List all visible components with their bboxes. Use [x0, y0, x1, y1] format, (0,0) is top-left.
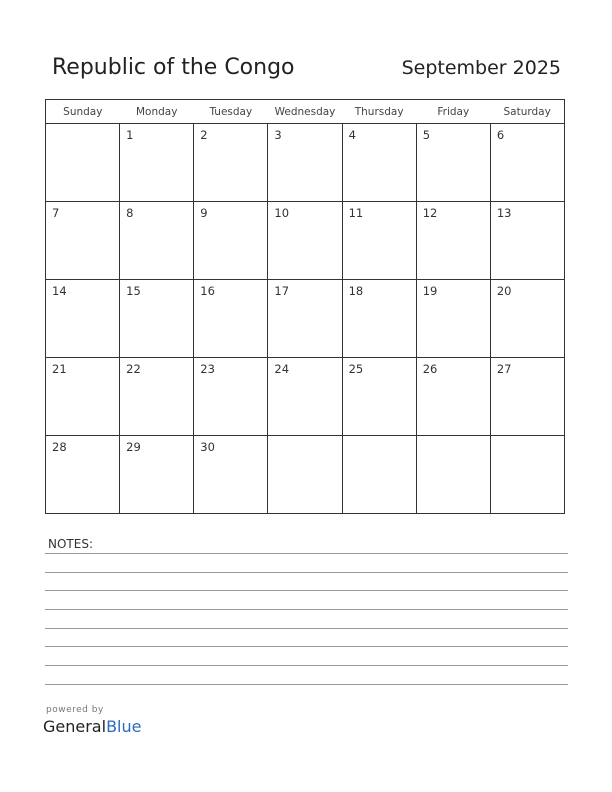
- day-number: 8: [126, 206, 134, 220]
- day-cell: [46, 436, 120, 514]
- day-cell: [120, 436, 194, 514]
- brand-logo: [43, 717, 141, 736]
- powered-by-text: powered by: [46, 705, 104, 715]
- day-cell: [342, 124, 416, 202]
- day-cell: [416, 124, 490, 202]
- day-cell: [490, 358, 564, 436]
- day-cell: [46, 202, 120, 280]
- day-number: 13: [496, 206, 512, 220]
- weekday-header: Sunday: [46, 100, 120, 124]
- day-cell: [416, 358, 490, 436]
- day-number: 21: [52, 362, 67, 376]
- calendar-grid: [45, 99, 565, 514]
- weekday-header: Wednesday: [268, 100, 342, 124]
- day-number: 4: [348, 128, 356, 142]
- day-number: 3: [274, 128, 282, 142]
- day-cell: [120, 124, 194, 202]
- day-number: [268, 436, 341, 440]
- day-cell: [268, 124, 342, 202]
- day-number: [343, 436, 416, 440]
- day-cell: [46, 280, 120, 358]
- notes-line: [45, 646, 568, 647]
- day-number: 23: [200, 362, 215, 376]
- day-cell: [194, 358, 268, 436]
- day-number: 7: [52, 206, 60, 220]
- day-number: 22: [126, 362, 141, 376]
- day-number: 29: [126, 440, 141, 454]
- day-cell: [342, 202, 416, 280]
- day-number: 2: [200, 128, 208, 142]
- week-row: [46, 358, 565, 436]
- week-row: [46, 202, 565, 280]
- day-number: 5: [422, 128, 431, 142]
- day-cell: [46, 358, 120, 436]
- day-number: [417, 436, 490, 440]
- day-cell: [342, 436, 416, 514]
- notes-line: [45, 609, 568, 610]
- day-cell: [268, 358, 342, 436]
- notes-line: [45, 590, 568, 591]
- day-number: 17: [274, 284, 290, 298]
- week-row: [46, 280, 565, 358]
- day-number: [46, 124, 119, 128]
- country-title: Republic of the Congo: [52, 55, 295, 80]
- day-number: 9: [200, 206, 208, 220]
- week-row: [46, 436, 565, 514]
- weekday-header: Friday: [416, 100, 490, 124]
- day-cell: [490, 124, 564, 202]
- day-number: 18: [348, 284, 364, 298]
- day-number: 16: [200, 284, 215, 298]
- day-cell: [268, 436, 342, 514]
- weekday-header: Thursday: [342, 100, 416, 124]
- day-number: 25: [348, 362, 364, 376]
- brand-general: General: [43, 717, 107, 736]
- day-number: 11: [348, 206, 364, 220]
- day-cell: [194, 124, 268, 202]
- day-number: [491, 436, 564, 440]
- day-cell: [194, 202, 268, 280]
- day-number: 24: [274, 362, 290, 376]
- day-number: 26: [422, 362, 438, 376]
- day-number: 19: [422, 284, 438, 298]
- notes-line: [45, 665, 568, 666]
- day-cell: [416, 436, 490, 514]
- day-number: 10: [274, 206, 290, 220]
- weekday-header: Tuesday: [194, 100, 268, 124]
- day-cell: [268, 202, 342, 280]
- day-number: 27: [496, 362, 512, 376]
- notes-label: NOTES:: [48, 537, 93, 551]
- day-number: 30: [200, 440, 215, 454]
- day-cell: [490, 280, 564, 358]
- brand-blue: Blue: [106, 717, 142, 736]
- notes-line: [45, 553, 568, 554]
- notes-line: [45, 572, 568, 573]
- day-cell: [342, 280, 416, 358]
- day-cell: [268, 280, 342, 358]
- weekday-header: Monday: [120, 100, 194, 124]
- weekday-header-row: [46, 100, 565, 124]
- day-number: 1: [126, 128, 134, 142]
- day-number: 15: [126, 284, 141, 298]
- day-cell: [490, 436, 564, 514]
- day-cell: [416, 202, 490, 280]
- weekday-header: Saturday: [490, 100, 564, 124]
- day-cell: [46, 124, 120, 202]
- day-number: 20: [496, 284, 512, 298]
- day-cell: [416, 280, 490, 358]
- week-row: [46, 124, 565, 202]
- day-cell: [120, 280, 194, 358]
- day-cell: [194, 436, 268, 514]
- day-number: 12: [422, 206, 438, 220]
- day-cell: [120, 202, 194, 280]
- day-number: 6: [496, 128, 505, 142]
- notes-line: [45, 684, 568, 685]
- day-cell: [120, 358, 194, 436]
- notes-line: [45, 628, 568, 629]
- day-cell: [342, 358, 416, 436]
- day-number: 14: [52, 284, 67, 298]
- day-number: 28: [52, 440, 67, 454]
- month-title: September 2025: [401, 57, 561, 79]
- day-cell: [490, 202, 564, 280]
- day-cell: [194, 280, 268, 358]
